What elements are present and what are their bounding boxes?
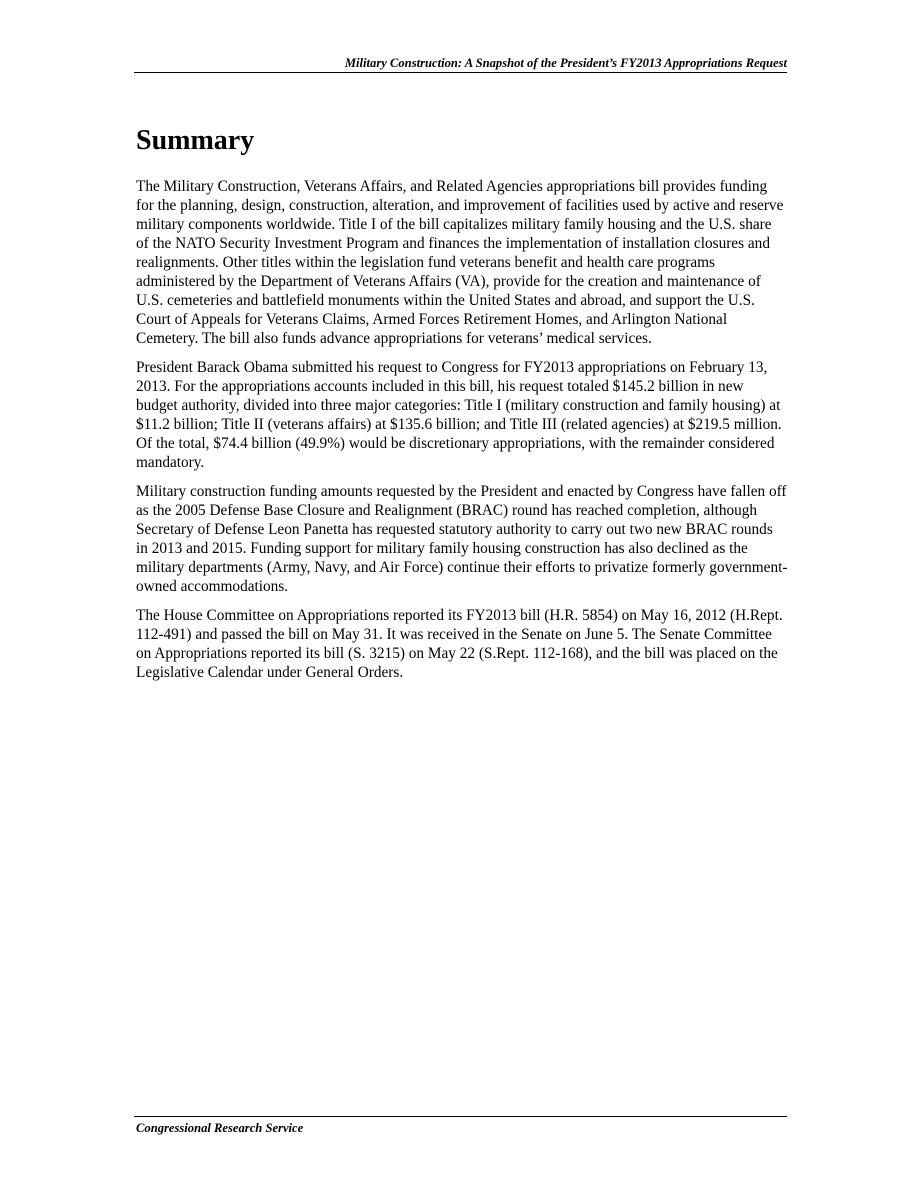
paragraph-budget-request: President Barack Obama submitted his request to Congress for FY2013 appropriations on February 13, 2013. For the appropriations accounts included in this bill, his request totaled $145.2 billion in new budget authority, divided into three major categories: Title I (military construction and family housing) at $11.2 billion; Title II (veterans affairs) at $135.6 billion; and Title III (related agencies) at $219.5 million. Of the total, $74.4 billion (49.9%) would be discretionary appropriations, with the remainder considered mandatory.	[136, 359, 782, 471]
running-header: Military Construction: A Snapshot of the President’s FY2013 Appropriations Request	[344, 56, 787, 70]
footer-organization: Congressional Research Service	[136, 1121, 304, 1135]
summary-body	[136, 177, 788, 692]
page-title: Summary	[136, 125, 255, 156]
paragraph-funding-trends: Military construction funding amounts requested by the President and enacted by Congress have fallen off as the 2005 Defense Base Closure and Realignment (BRAC) round has reached completion, although Secretary of Defense Leon Panetta has requested statutory authority to carry out two new BRAC rounds in 2013 and 2015. Funding support for military family housing construction has also declined as the military departments (Army, Navy, and Air Force) continue their efforts to privatize formerly government-owned accommodations.	[136, 483, 788, 595]
header-divider	[134, 72, 787, 73]
paragraph-legislative-status: The House Committee on Appropriations reported its FY2013 bill (H.R. 5854) on May 16, 2012 (H.Rept. 112-491) and passed the bill on May 31. It was received in the Senate on June 5. The Senate Committee on Appropriations reported its bill (S. 3215) on May 22 (S.Rept. 112-168), and the bill was placed on the Legislative Calendar under General Orders.	[136, 607, 783, 681]
footer-divider	[134, 1116, 787, 1117]
paragraph-overview: The Military Construction, Veterans Affairs, and Related Agencies appropriations bill provides funding for the planning, design, construction, alteration, and improvement of facilities used by active and reserve military components worldwide. Title I of the bill capitalizes military family housing and the U.S. share of the NATO Security Investment Program and finances the implementation of installation closures and realignments. Other titles within the legislation fund veterans benefit and health care programs administered by the Department of Veterans Affairs (VA), provide for the creation and maintenance of U.S. cemeteries and battlefield monuments within the United States and abroad, and support the U.S. Court of Appeals for Veterans Claims, Armed Forces Retirement Homes, and Arlington National Cemetery. The bill also funds advance appropriations for veterans’ medical services.	[136, 178, 784, 347]
